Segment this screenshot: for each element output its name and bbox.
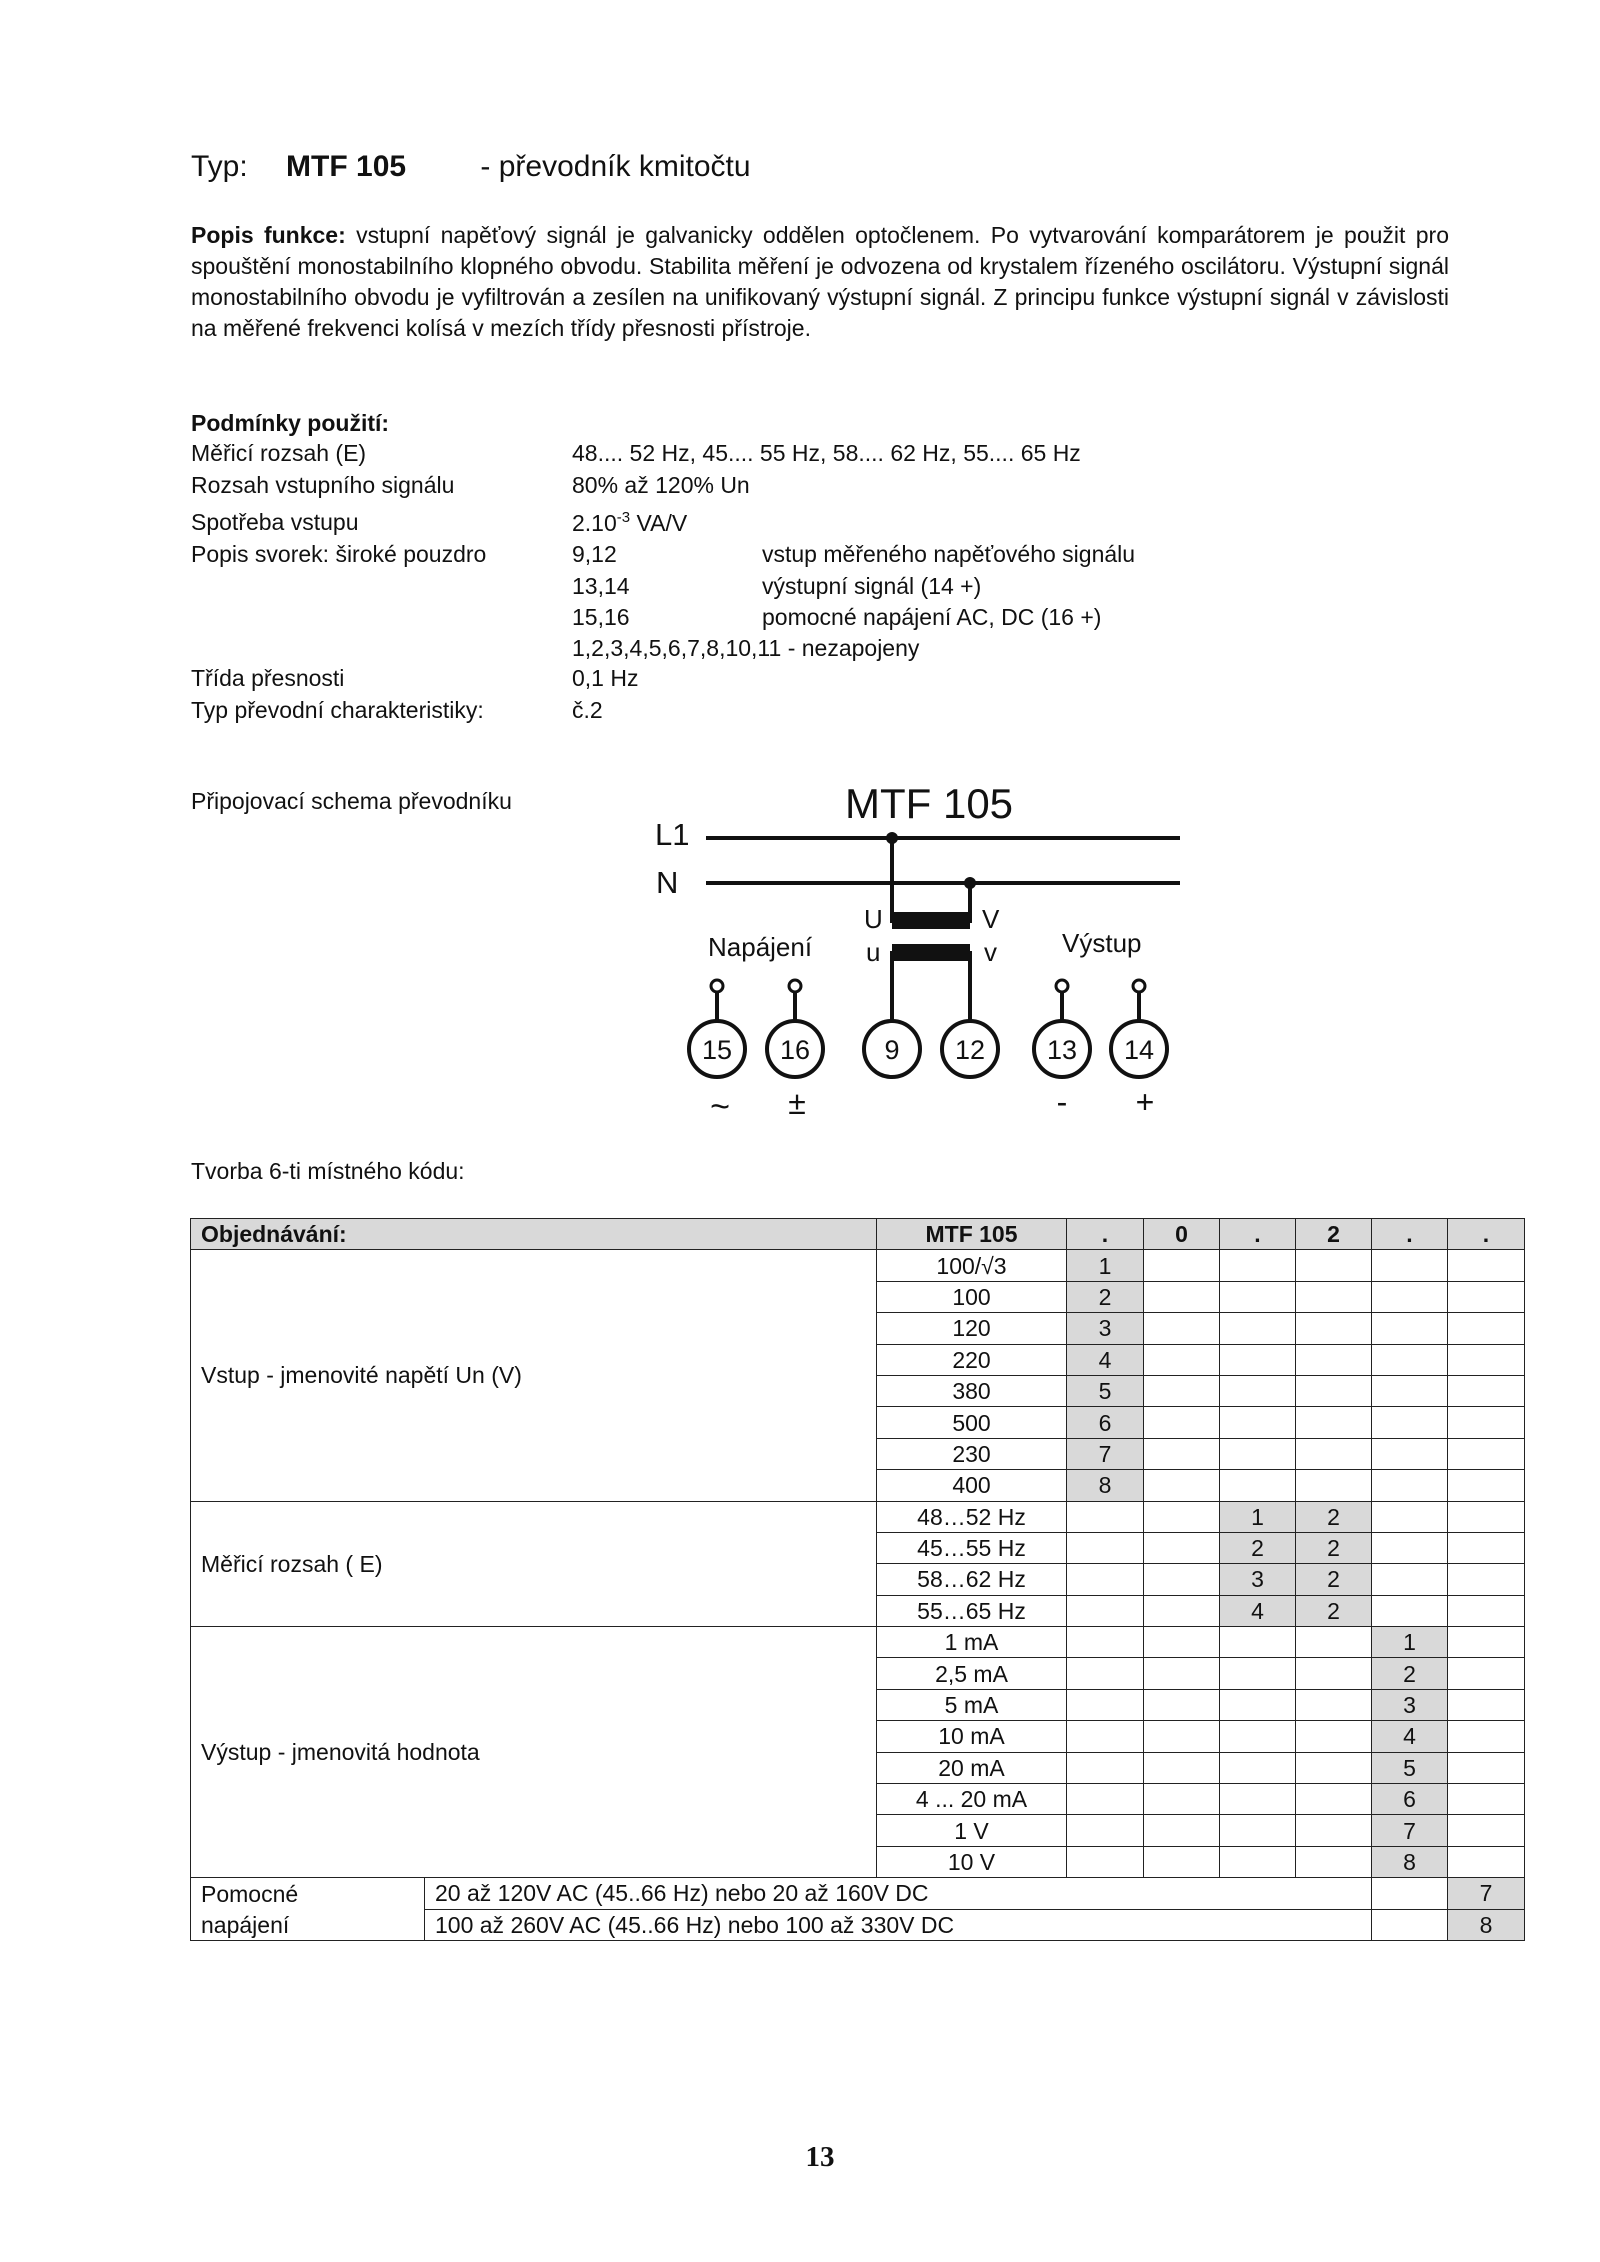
diagram-title: MTF 105: [845, 780, 1014, 827]
option-code: 2: [1296, 1564, 1372, 1595]
option-value: 10 mA: [877, 1721, 1067, 1752]
option-code: 5: [1372, 1752, 1448, 1783]
option-code: 3: [1067, 1313, 1144, 1344]
option-value: 120: [877, 1313, 1067, 1344]
table-row: [191, 1878, 1525, 1909]
function-description-label: Popis funkce:: [191, 222, 346, 248]
option-value: 4 ... 20 mA: [877, 1784, 1067, 1815]
label-u-upper: U: [864, 904, 883, 934]
code-label: Tvorba 6-ti místného kódu:: [191, 1158, 465, 1184]
header-code-1: .: [1067, 1219, 1144, 1250]
sign-16: ±: [788, 1085, 806, 1121]
table-row: [191, 1250, 1525, 1281]
option-code: 2: [1296, 1532, 1372, 1563]
option-value: 1 mA: [877, 1627, 1067, 1658]
terminal-16: [767, 1021, 823, 1077]
section-aux-label-1: Pomocné: [191, 1878, 425, 1909]
option-code: 3: [1372, 1689, 1448, 1720]
svg-text:16: 16: [779, 1035, 811, 1065]
input-range-value: 80% až 120% Un: [572, 472, 750, 498]
option-value: 20 mA: [877, 1752, 1067, 1783]
characteristic-label: Typ převodní charakteristiky:: [191, 697, 484, 723]
terminal-pins: 15,16: [572, 604, 630, 630]
option-code: 7: [1448, 1878, 1525, 1909]
terminal-15: [689, 1021, 745, 1077]
section-range-label: Měřicí rozsah ( E): [191, 1501, 877, 1627]
option-value: 48…52 Hz: [877, 1501, 1067, 1532]
consumption-label: Spotřeba vstupu: [191, 509, 359, 535]
option-code: 8: [1067, 1470, 1144, 1501]
option-code: 8: [1448, 1909, 1525, 1940]
option-code: 2: [1296, 1501, 1372, 1532]
open-end-14: [1133, 980, 1145, 992]
option-value: 220: [877, 1344, 1067, 1375]
l1-label: L1: [655, 817, 690, 852]
terminal-pins: 13,14: [572, 573, 630, 599]
svg-text:15: 15: [701, 1035, 733, 1065]
option-value: 380: [877, 1375, 1067, 1406]
terminal-14: [1111, 1021, 1167, 1077]
transformer-primary: [892, 912, 970, 929]
svg-text:12: 12: [954, 1035, 986, 1065]
type-prefix: Typ:: [191, 150, 248, 183]
option-value: 100: [877, 1281, 1067, 1312]
option-value: 55…65 Hz: [877, 1595, 1067, 1626]
option-code: 1: [1220, 1501, 1296, 1532]
type-description: - převodník kmitočtu: [480, 150, 751, 183]
option-code: 6: [1067, 1407, 1144, 1438]
n-label: N: [656, 865, 679, 900]
order-code-table: [190, 1218, 1525, 1941]
terminal-desc: vstup měřeného napěťového signálu: [762, 541, 1136, 567]
terminal-12: [942, 1021, 998, 1077]
wire-to-9: [892, 953, 900, 1021]
open-end-15: [711, 980, 723, 992]
terminals-label: Popis svorek: široké pouzdro: [191, 541, 487, 567]
svg-text:9: 9: [884, 1035, 900, 1065]
sign-13: -: [1056, 1084, 1068, 1120]
type-model: MTF 105: [286, 150, 407, 183]
table-row: [191, 1909, 1525, 1940]
function-description-text: vstupní napěťový signál je galvanicky oddělen optočlenem. Po vytvarování komparátorem je použit pro spouštění monostabilního klopného obvodu. Stabilita měření je odvozena od krystalem řízeného oscilátoru. Výstupní signál monostabilního obvodu je vyfiltrován a zesílen na unifikovaný výstupní signál. Z principu funkce výstupní signál v závislosti na měřené frekvenci kolísá v mezích třídy přesnosti přístroje.: [191, 222, 1449, 341]
accuracy-value: 0,1 Hz: [572, 665, 639, 691]
label-u-lower: u: [866, 937, 881, 967]
option-value: 2,5 mA: [877, 1658, 1067, 1689]
conditions-title: Podmínky použití:: [191, 410, 390, 436]
option-code: 6: [1372, 1784, 1448, 1815]
transformer-secondary: [892, 944, 970, 961]
sign-14: +: [1135, 1084, 1155, 1120]
header-code-6: .: [1448, 1219, 1525, 1250]
terminal-desc: výstupní signál (14 +): [762, 573, 982, 599]
page-number: 13: [805, 2141, 835, 2173]
option-value: 58…62 Hz: [877, 1564, 1067, 1595]
table-header-row: [191, 1219, 1525, 1250]
terminal-pins: 9,12: [572, 541, 617, 567]
svg-text:13: 13: [1046, 1035, 1078, 1065]
option-code: 8: [1372, 1846, 1448, 1877]
header-model: MTF 105: [877, 1219, 1067, 1250]
table-row: [191, 1501, 1525, 1532]
label-v-upper: V: [982, 904, 1000, 934]
header-code-5: .: [1372, 1219, 1448, 1250]
range-label: Měřicí rozsah (E): [191, 440, 367, 466]
option-value: 230: [877, 1438, 1067, 1469]
consumption-unit: VA/V: [630, 510, 688, 536]
consumption-exponent: -3: [616, 509, 631, 526]
option-value: 100/√3: [877, 1250, 1067, 1281]
option-code: 2: [1296, 1595, 1372, 1626]
option-value: 400: [877, 1470, 1067, 1501]
consumption-base: 2.10: [572, 510, 617, 536]
open-end-13: [1056, 980, 1068, 992]
header-code-4: 2: [1296, 1219, 1372, 1250]
unconnected-pins: 1,2,3,4,5,6,7,8,10,11 - nezapojeny: [572, 635, 920, 661]
option-code: 2: [1372, 1658, 1448, 1689]
option-code: 2: [1067, 1281, 1144, 1312]
table-row: [191, 1627, 1525, 1658]
primary-wire-u: [892, 838, 900, 921]
option-code: 4: [1220, 1595, 1296, 1626]
option-value: 5 mA: [877, 1689, 1067, 1720]
option-value: 1 V: [877, 1815, 1067, 1846]
range-value: 48.... 52 Hz, 45.... 55 Hz, 58.... 62 Hz, 55.... 65 Hz: [572, 440, 1081, 466]
option-code: 2: [1220, 1532, 1296, 1563]
terminal-13: [1034, 1021, 1090, 1077]
label-napajeni: Napájení: [708, 932, 813, 962]
option-value: 100 až 260V AC (45..66 Hz) nebo 100 až 330V DC: [425, 1909, 1372, 1940]
characteristic-value: č.2: [572, 697, 603, 723]
header-order: Objednávání:: [191, 1219, 877, 1250]
wire-to-12: [962, 953, 970, 1021]
terminal-desc: pomocné napájení AC, DC (16 +): [762, 604, 1102, 630]
accuracy-label: Třída přesnosti: [191, 665, 345, 691]
header-code-2: 0: [1144, 1219, 1220, 1250]
option-code: 4: [1067, 1344, 1144, 1375]
schema-label: Připojovací schema převodníku: [191, 788, 512, 814]
option-code: 4: [1372, 1721, 1448, 1752]
option-value: 10 V: [877, 1846, 1067, 1877]
option-value: 20 až 120V AC (45..66 Hz) nebo 20 až 160V DC: [425, 1878, 1372, 1909]
label-vystup: Výstup: [1062, 928, 1142, 958]
open-end-16: [789, 980, 801, 992]
section-aux-label-2: napájení: [191, 1909, 425, 1940]
option-code: 1: [1067, 1250, 1144, 1281]
section-output-label: Výstup - jmenovitá hodnota: [191, 1627, 877, 1878]
option-code: 5: [1067, 1375, 1144, 1406]
terminal-9: [864, 1021, 920, 1077]
section-input-label: Vstup - jmenovité napětí Un (V): [191, 1250, 877, 1501]
svg-text:14: 14: [1123, 1035, 1155, 1065]
option-value: 45…55 Hz: [877, 1532, 1067, 1563]
label-v-lower: v: [984, 937, 997, 967]
header-code-3: .: [1220, 1219, 1296, 1250]
sign-15: ~: [710, 1088, 730, 1126]
option-value: 500: [877, 1407, 1067, 1438]
option-code: 7: [1372, 1815, 1448, 1846]
option-code: 7: [1067, 1438, 1144, 1469]
option-code: 1: [1372, 1627, 1448, 1658]
option-code: 3: [1220, 1564, 1296, 1595]
input-range-label: Rozsah vstupního signálu: [191, 472, 455, 498]
